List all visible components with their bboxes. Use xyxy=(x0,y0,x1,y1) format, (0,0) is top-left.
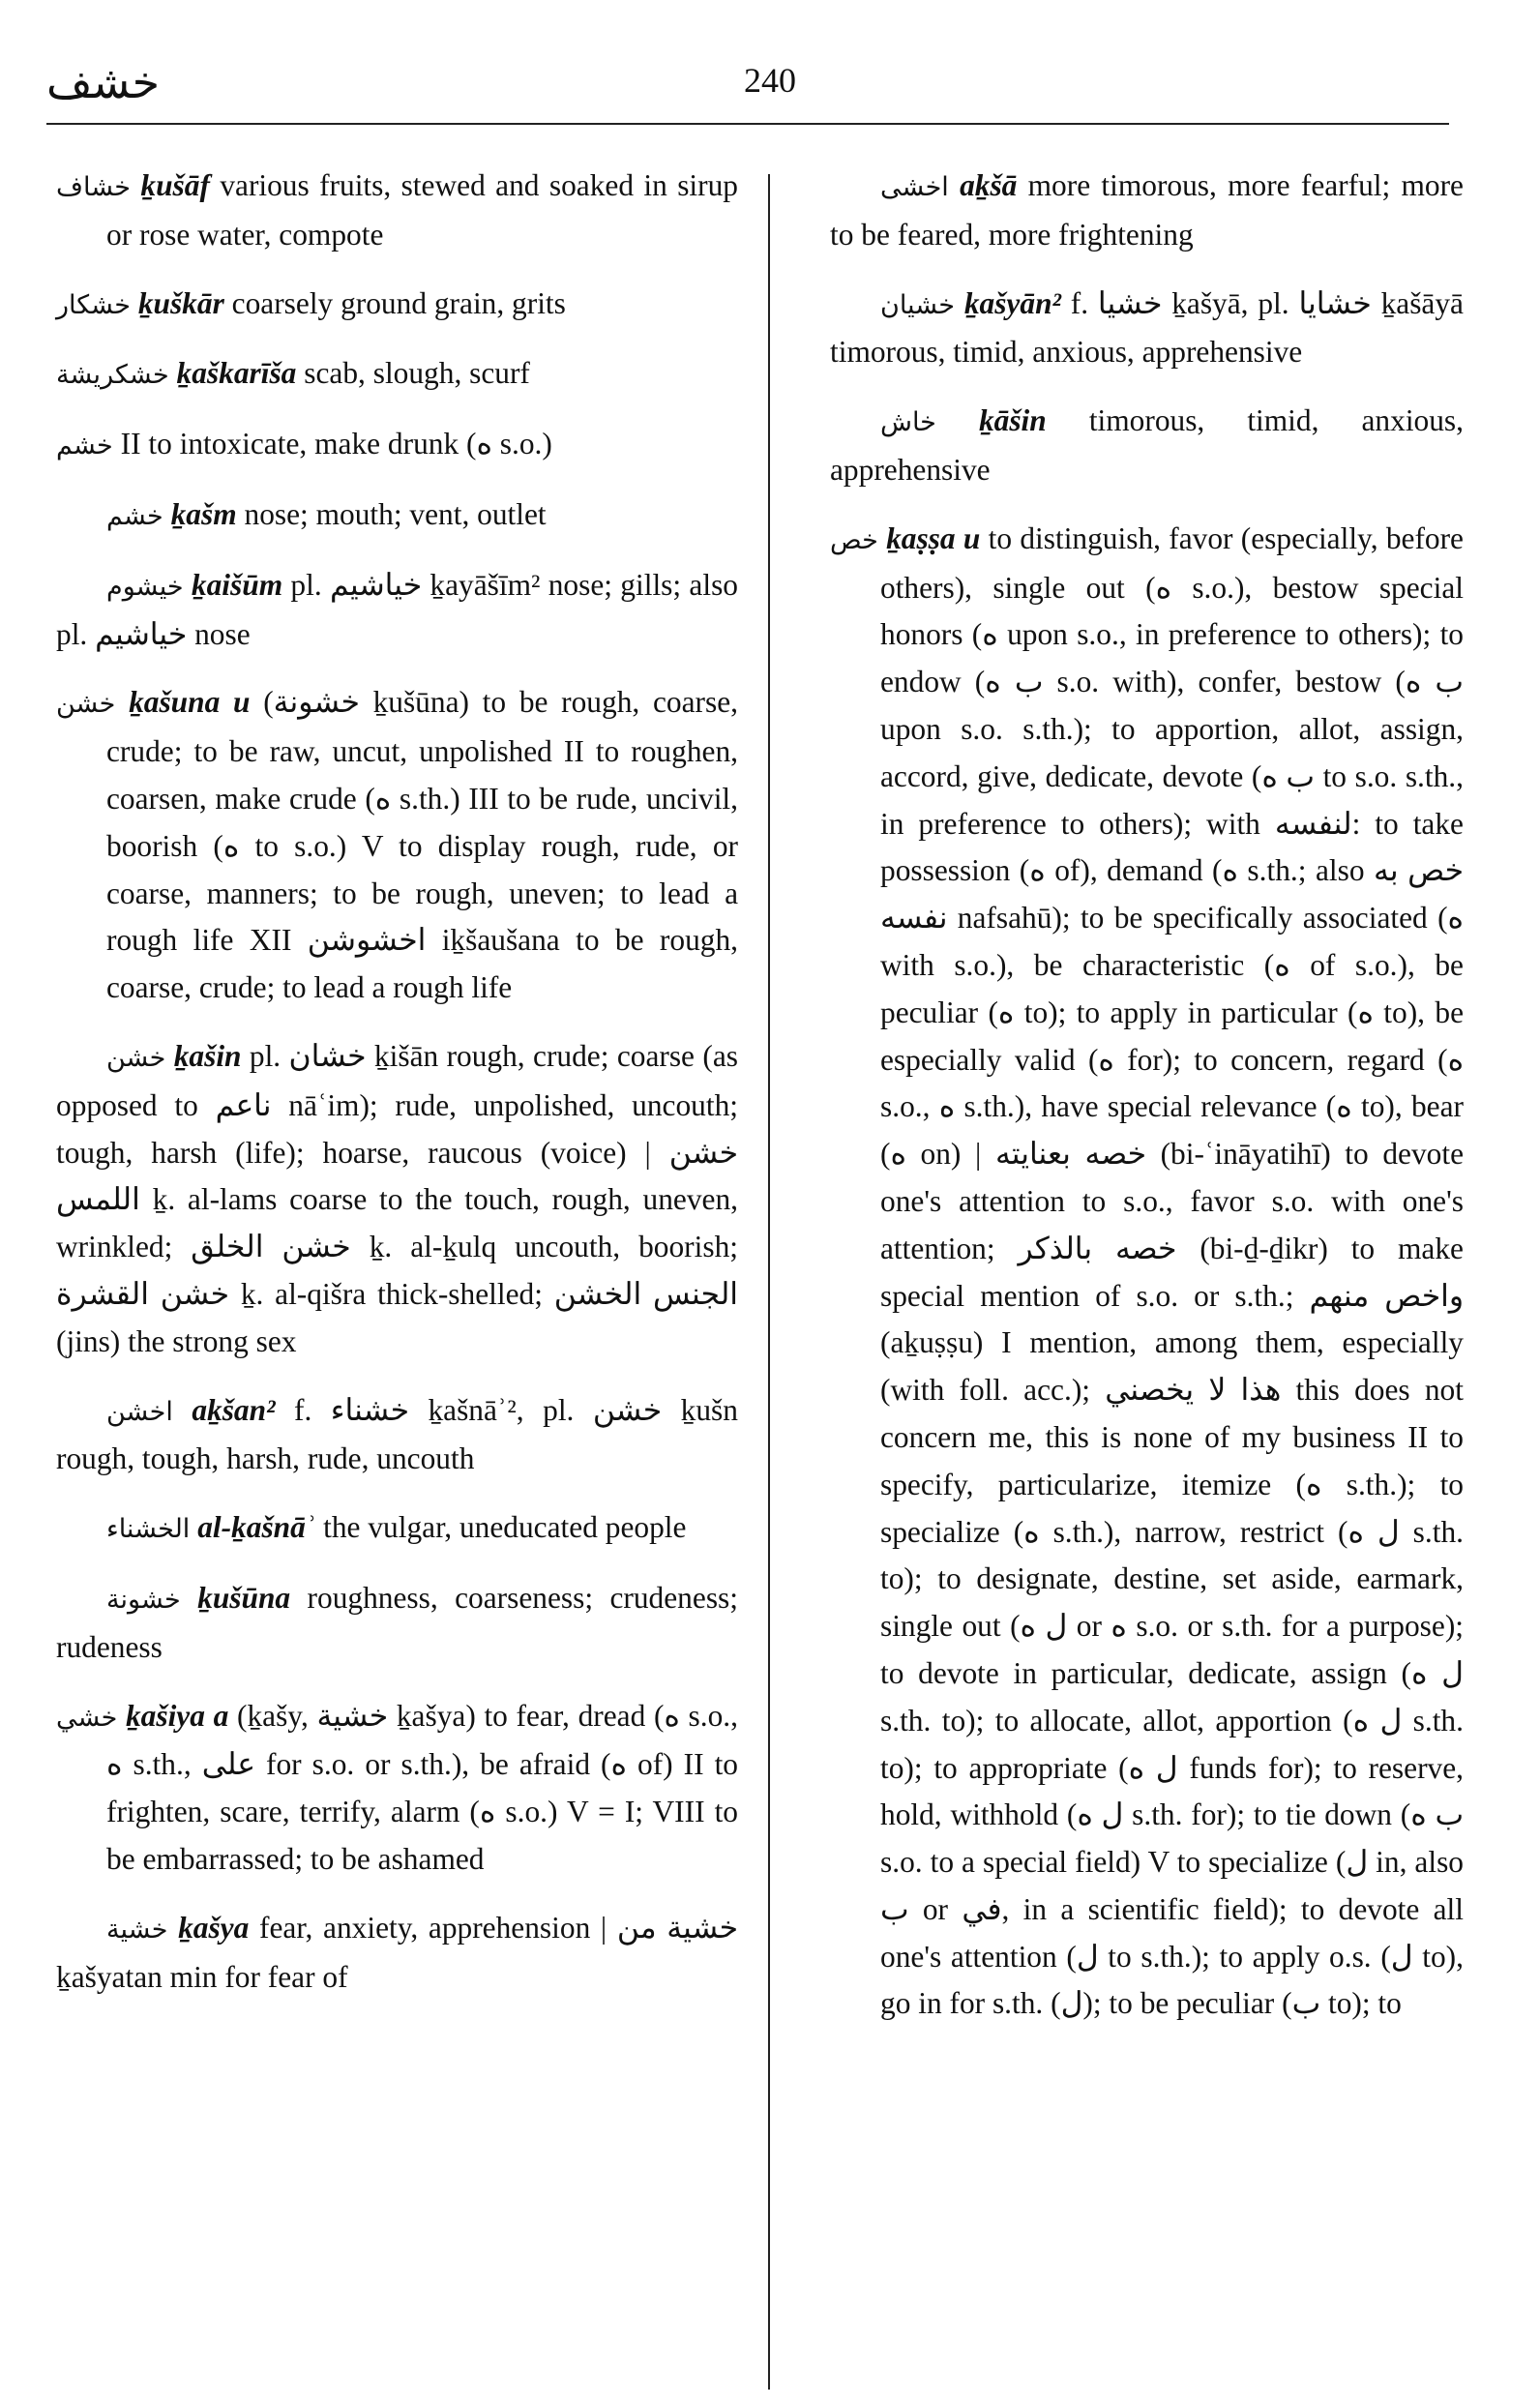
dictionary-subentry xyxy=(830,398,1464,494)
transliteration: ḵašin xyxy=(173,1038,242,1073)
transliteration: ḵāšin xyxy=(978,403,1047,438)
arabic-headword: خشن xyxy=(106,1042,166,1073)
definition-text: II to intoxicate, make drunk (ه s.o.) xyxy=(120,427,552,461)
dictionary-subentry xyxy=(56,1033,738,1366)
definition-text: coarsely ground grain, grits xyxy=(231,285,566,320)
header-rule xyxy=(46,123,1449,125)
guide-word: خشف xyxy=(46,58,161,107)
transliteration: ḵušūna xyxy=(197,1580,291,1615)
arabic-headword: خشية xyxy=(106,1914,168,1945)
transliteration: aḵšan² xyxy=(192,1392,276,1427)
arabic-headword: خشم xyxy=(106,500,163,531)
dictionary-subentry xyxy=(56,1504,738,1554)
arabic-headword: الخشناء xyxy=(106,1514,191,1545)
arabic-headword: خشكريشة xyxy=(56,360,169,391)
definition-text: pl. خشان ḵišān rough, crude; coarse (as opposed to ناعم nāʿim); rude, unpolished, uncouth; tough, harsh (life); hoarse, raucous (voice) | خشن اللمس ḵ. al-lams coarse to the touch, rough, uneven, wrinkled; خشن الخلق ḵ. al-ḵulq uncouth, boorish; خشن القشرة ḵ. al-qišra thick-shelled; الجنس الخشن (jins) the strong sex xyxy=(56,1038,738,1358)
arabic-headword: اخشن xyxy=(106,1396,173,1427)
arabic-headword: خشن xyxy=(56,689,116,720)
definition-text: timorous, timid, anxious, apprehensive xyxy=(830,403,1464,487)
arabic-headword: خشي xyxy=(56,1702,118,1733)
dictionary-subentry xyxy=(56,1905,738,2002)
left-column xyxy=(56,163,738,2022)
arabic-headword: خشاف xyxy=(56,172,131,202)
arabic-headword: خشكار xyxy=(56,289,131,320)
definition-text: f. خشيا ḵašyā, pl. خشايا ḵašāyā timorous, timid, anxious, apprehensive xyxy=(830,285,1464,370)
arabic-headword: خشونة xyxy=(106,1584,181,1615)
arabic-headword: خص xyxy=(830,524,878,555)
arabic-headword: خاش xyxy=(880,407,936,438)
dictionary-entry xyxy=(56,350,738,400)
transliteration: ḵaṣṣa u xyxy=(886,520,981,555)
dictionary-subentry xyxy=(830,163,1464,259)
definition-text: to distinguish, favor (especially, before others), single out (ه s.o.), bestow special honors (ه upon s.o., in preference to others); to endow (ب ه s.o. with), confer, bestow (ب ه upon s.o. s.th.); to apportion, allot, assign, accord, give, dedicate, devote (ب ه to s.o. s.th., in preference to others); with لنفسه: to take possession (ه of), demand (ه s.th.; also خص به نفسه nafsahū); to be specifically associated (ه with s.o.), be characteristic (ه of s.o.), be peculiar (ه to); to apply in particular (ه to), be especially valid (ه for); to concern, regard (ه s.o., ه s.th.), have special relevance (ه to), bear (ه on) | خصه بعنايته (bi-ʿināyatihī) to devote one's attention to s.o., favor s.o. with one's attention; خصه بالذكر (bi-ḏ-ḏikr) to make special mention of s.o. or s.th.; واخص منهم (aḵuṣṣu) I mention, among them, especially (with foll. acc.); هذا لا يخصني this does not concern me, this is none of my business II to specify, particularize, itemize (ه s.th.); to specialize (ه s.th.), narrow, restrict (ل ه s.th. to); to designate, destine, set aside, earmark, single out (ل ه or ه s.o. or s.th. for a purpose); to devote in particular, dedicate, assign (ل ه s.th. to); to allocate, allot, apportion (ل ه s.th. to); to appropriate (ل ه funds for); to reserve, hold, withhold (ل ه s.th. for); to tie down (ب ه s.o. to a special field) V to specialize (ل in, also ب or في, in a scientific field); to devote all one's attention (ل to s.th.); to apply o.s. (ل to), go in for s.th. (ل); to be peculiar (ب to); to xyxy=(880,520,1465,2021)
definition-text: nose; mouth; vent, outlet xyxy=(244,496,547,531)
definition-text: (خشونة ḵušūna) to be rough, coarse, crude; to be raw, uncut, unpolished II to roughen, coarsen, make crude (ه s.th.) III to be rude, uncivil, boorish (ه to s.o.) V to display rough, rude, or coarse, manners; to be rough, uneven; to lead a rough life XII اخشوشن iḵšaušana to be rough, coarse, crude; to lead a rough life xyxy=(106,685,738,1005)
dictionary-entry xyxy=(830,516,1464,2029)
right-column xyxy=(830,163,1464,2049)
page-header xyxy=(0,0,1540,145)
dictionary-entry xyxy=(56,163,738,259)
transliteration: aḵšā xyxy=(960,168,1018,202)
definition-text: roughness, coarseness; crudeness; rudeness xyxy=(56,1580,738,1664)
dictionary-entry xyxy=(56,421,738,470)
definition-text: various fruits, stewed and soaked in sirup or rose water, compote xyxy=(106,168,738,252)
dictionary-entry xyxy=(56,679,738,1012)
transliteration: ḵašya xyxy=(178,1910,250,1945)
column-divider xyxy=(768,174,770,2390)
dictionary-subentry xyxy=(56,1575,738,1672)
arabic-headword: خشم xyxy=(56,431,113,461)
transliteration: ḵašyān² xyxy=(963,285,1061,320)
dictionary-entry xyxy=(56,281,738,330)
transliteration: al-ḵašnāʾ xyxy=(197,1510,316,1545)
transliteration: ḵašuna u xyxy=(129,685,251,720)
page-number: 240 xyxy=(744,61,796,100)
definition-text: the vulgar, uneducated people xyxy=(323,1510,687,1545)
dictionary-subentry xyxy=(56,562,738,659)
arabic-headword: خيشوم xyxy=(106,571,184,602)
dictionary-subentry xyxy=(56,1387,738,1484)
definition-text: pl. خياشيم ḵayāšīm² nose; gills; also pl. خياشيم nose xyxy=(56,567,738,651)
definition-text: f. خشناء ḵašnāʾ², pl. خشن ḵušn rough, tough, harsh, rude, uncouth xyxy=(56,1392,738,1476)
definition-text: fear, anxiety, apprehension | خشية من ḵašyatan min for fear of xyxy=(56,1910,738,1994)
transliteration: ḵašm xyxy=(170,496,237,531)
definition-text: scab, slough, scurf xyxy=(304,356,530,391)
dictionary-subentry xyxy=(830,281,1464,377)
arabic-headword: خشيان xyxy=(880,289,955,320)
transliteration: ḵaškarīša xyxy=(176,356,297,391)
dictionary-entry xyxy=(56,1693,738,1884)
definition-text: (ḵašy, خشية ḵašya) to fear, dread (ه s.o., ه s.th., على for s.o. or s.th.), be afraid (ه of) II to frighten, scare, terrify, alarm (ه s.o.) V = I; VIII to be embarrassed; to be ashamed xyxy=(106,1698,739,1876)
transliteration: ḵuškār xyxy=(137,285,224,320)
dictionary-subentry xyxy=(56,491,738,541)
transliteration: ḵašiya a xyxy=(125,1698,229,1733)
definition-text: more timorous, more fearful; more to be feared, more frightening xyxy=(830,168,1464,252)
arabic-headword: اخشى xyxy=(880,172,949,202)
transliteration: ḵušāf xyxy=(140,168,210,202)
transliteration: ḵaišūm xyxy=(191,567,283,602)
